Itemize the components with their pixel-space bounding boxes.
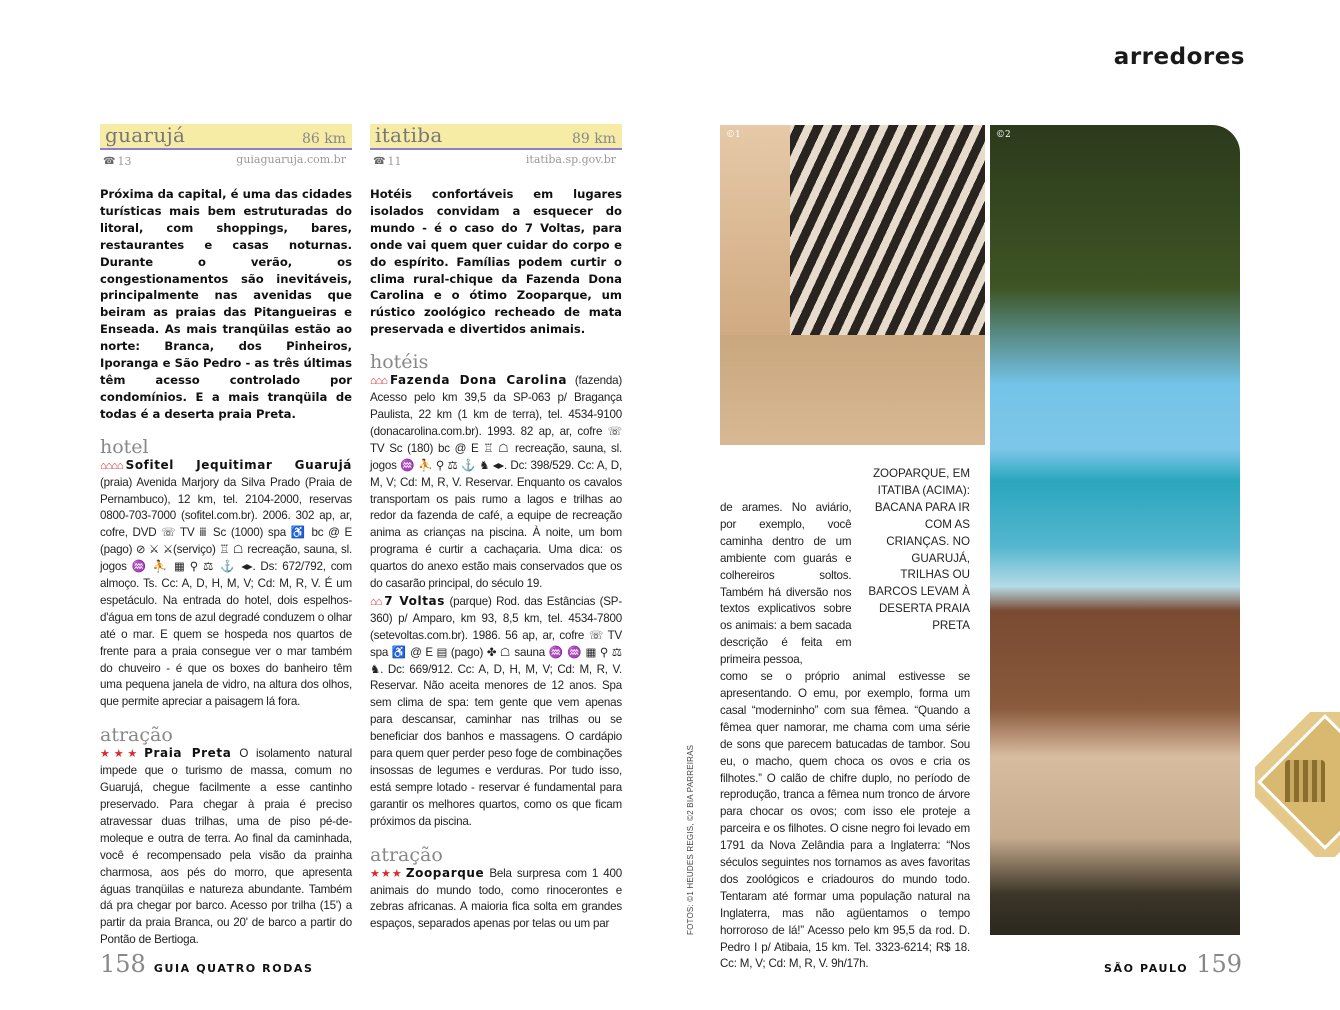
city-distance: 86 km xyxy=(301,131,346,147)
subhead-hotel: hotel xyxy=(100,435,149,458)
star-rating-icon: ★★★ xyxy=(370,867,403,880)
listing-text: (parque) Rod. das Estâncias (SP-360) p/ Amparo, km 93, 8,5 km, tel. 4534-7800 (setevoltas.com.br). 1986. 56 ap, ar, cofre ☏ TV spa ♿ @ E ▤ (pago) ✤ ☖ sauna ♒ ♒ ▦ ⚲ ⚖ ♞. Dc: 669/912. Cc: A, D, H, M, V; Cd: M, R, V. Reservar. Não aceita menores de 12 anos. Spa sem clima de spa: tem gente que vem apenas para descansar, caminhar nas trilhas ou se beneficiar dos banhos e massagens. O cardápio para quem quer perder peso foge de combinações insossas de legumes e verduras. Por tudo isso, está sempre lotado - reservar é fundamental para garantir os melhores quartos, como os que ficam próximos da piscina. xyxy=(370,594,622,828)
logo-buildings xyxy=(1285,760,1325,802)
listing-name: Fazenda Dona Carolina xyxy=(389,373,568,388)
city-header xyxy=(100,124,352,150)
zebra-photo xyxy=(720,125,985,445)
phone-icon: ☎ xyxy=(373,156,386,167)
listing-name: 7 Voltas xyxy=(384,593,445,608)
city-website[interactable]: itatiba.sp.gov.br xyxy=(525,153,616,166)
area-code-value: 11 xyxy=(387,155,402,168)
guaruja-column xyxy=(100,124,352,949)
listing-text: (fazenda) Acesso pelo km 39,5 da SP-063 p/ Bragança Paulista, 22 km (1 km de terra), tel. 4534-9100 (donacarolina.com.br). 1993. 82 ap, ar, cofre ☏ TV Sc (180) bc @ E ♖ ☖ recreação, sauna, sl. jogos ♒ ⛹ ⚲ ⚖ ⚓ ♞ ◂▸. Dc: 398/529. Cc: A, D, M, V; Cd: M, R, V. Reservar. Enquanto os cavalos transportam os pais rumo a lagos e trilhas ao redor da fazenda de café, a equipe de recreação anima as crianças na piscina. À noite, um bom programa é curtir a cachaçaria. Uma dica: os quartos do anexo estão mais conservados que os do casarão principal, do século 19. xyxy=(370,374,622,591)
area-code-value: 13 xyxy=(117,155,132,168)
listing-entry xyxy=(370,593,622,831)
area-code xyxy=(103,153,131,170)
house-rating-icon: ⌂⌂⌂ xyxy=(370,375,387,388)
section-title: arredores xyxy=(1113,44,1245,70)
city-name: guarujá xyxy=(105,123,186,147)
house-rating-icon: ⌂⌂⌂⌂ xyxy=(100,459,123,472)
listing-text: (praia) Avenida Marjory da Silva Prado (Praia de Pernambuco), 12 km, tel. 2104-2000, reservas 0800-703-7000 (sofitel.com.br). 2006. 302 ap, ar, cofre, DVD ☏ TV ⅲ Sc (1000) spa ♿ bc @ E (pago) ⊘ ⚔ ⚔(serviço) ♖ ☖ recreação, sauna, sl. jogos ♒ ⛹ ▦ ⚲ ⚖ ⚓ ◂▸. Ds: 672/792, com almoço. Ts. Cc: A, D, H, M, V; Cd: M, R, V. É um espetáculo. Na entrada do hotel, dois espelhos-d'água em tons de azul degradé conduzem o olhar até o mar. E quem se hospeda nos quartos de frente para a praia consegue ver o mar também do chuveiro - é que os boxes do banheiro têm uma pequena janela de vidro, na altura dos olhos, que permite apreciar a paisagem lá fora. xyxy=(100,475,352,709)
listing-text: O isolamento natural impede que o turismo de massa, comum no Guarujá, chegue facilmente a esse cantinho preservado. Para chegar à praia é preciso atravessar duas trilhas, uma de piso pé-de-moleque e outra de terra. Ao final da caminhada, você é recompensado pela visão da prainha charmosa, aos pés do morro, que apresenta águas tranqüilas e natureza abundante. Também dá pra chegar por barco. Acesso por trilha (15') a partir da praia Branca, ou 20' de barco a partir do Pontão de Bertioga. xyxy=(100,747,352,947)
listing-name: Sofitel Jequitimar Guarujá xyxy=(125,457,352,472)
house-rating-icon: ⌂⌂ xyxy=(370,595,382,608)
city-lead: Próxima da capital, é uma das cidades turísticas mais bem estruturadas do litoral, com shoppings, bares, restaurantes e casas noturnas. Durante o verão, os congestionamentos são inevitáveis, principalmente nas avenidas que beiram as praias das Pitangueiras e Enseada. As mais tranqüilas estão ao norte: Branca, dos Pinheiros, Iporanga e São Pedro - as três últimas têm acesso controlado por condomínios. E a mais tranqüila de todas é a deserta praia Preta. xyxy=(100,187,352,421)
area-code xyxy=(373,153,401,170)
city-name: itatiba xyxy=(375,123,443,147)
folio-label: SÃO PAULO xyxy=(1104,962,1189,975)
city-distance: 89 km xyxy=(571,131,616,147)
photo-label: ©1 xyxy=(726,130,741,140)
listing-text: Bela surpresa com 1 400 animais do mundo todo, como rinocerontes e zebras africanas. A maioria fica solta em grandes espaços, separados apenas por telas ou um par xyxy=(370,866,622,931)
folio-label: GUIA QUATRO RODAS xyxy=(153,962,314,975)
continued-column xyxy=(720,467,970,973)
listing-name: Praia Preta xyxy=(144,746,232,761)
subhead-attraction: atração xyxy=(100,724,173,747)
photo-ground xyxy=(720,335,985,445)
photo-caption: ZOOPARQUE, EM ITATIBA (ACIMA): BACANA PARA IR COM AS CRIANÇAS. NO GUARUJÁ, TRILHAS OU BARCOS LEVAM À DESERTA PRAIA PRETA xyxy=(868,467,970,633)
subhead-hotels: hotéis xyxy=(370,351,429,374)
listing-name: Zooparque xyxy=(405,865,485,880)
phone-icon: ☎ xyxy=(103,156,116,167)
subhead-attraction: atração xyxy=(370,843,443,866)
beach-photo xyxy=(990,125,1240,935)
listing-entry xyxy=(370,372,622,593)
continued-top xyxy=(720,467,970,669)
city-meta xyxy=(100,150,352,170)
page-number: 158 xyxy=(100,950,146,978)
folio-right xyxy=(1104,950,1242,978)
star-rating-icon: ★★★ xyxy=(100,748,142,761)
city-lead: Hotéis confortáveis em lugares isolados convidam a esquecer do mundo - é o caso do 7 Voltas, para onde vai quem quer cuidar do corpo e do espírito. Famílias podem curtir o clima rural-chique da Fazenda Dona Carolina e o ótimo Zooparque, um rústico zoológico recheado de mata preservada e divertidos animais. xyxy=(370,187,622,337)
itatiba-column xyxy=(370,124,622,933)
listing-entry xyxy=(370,865,622,934)
city-meta xyxy=(370,150,622,170)
page-number: 159 xyxy=(1196,950,1242,978)
photo-label: ©2 xyxy=(996,130,1011,140)
photo-credit: FOTOS: ©1 HEUDES REGIS, ©2 BIA PARREIRAS xyxy=(686,744,695,935)
folio-left xyxy=(100,950,314,978)
continued-text: como se o próprio animal estivesse se apresentando. O emu, por exemplo, forma um casal “moderninho” com sua fêmea. “Quando a fêmea quer namorar, me chama com uma série de sons que parecem batucadas de tambor. Sou eu, o macho, quem choca os ovos e cria os filhotes.” O calão de chifre duplo, no período de reprodução, tranca a fêmea num tronco de árvore para chocar os ovos; com isso ele proteje a parceira e os filhotes. O cisne negro foi levado em 1791 da Nova Zelândia para a Inglaterra: “Nos séculos seguintes nos tornamos as aves favoritas dos zoológicos e criadouros do mundo todo. Tentaram até formar uma população natural na Inglaterra, mas não agüentamos o tempo horroroso de lá!” Acesso pelo km 95,5 da rod. D. Pedro I p/ Atibaia, 15 km. Tel. 3323-6214; R$ 18. Cc: M, V; Cd: M, R, V. 9h/17h. xyxy=(720,670,970,971)
listing-entry xyxy=(100,457,352,712)
guide-logo-icon xyxy=(1255,712,1340,857)
city-header xyxy=(370,124,622,150)
city-website[interactable]: guiaguaruja.com.br xyxy=(236,153,346,166)
listing-entry xyxy=(100,745,352,949)
continued-text-short: de arames. No aviário, por exemplo, você caminha dentro de um ambiente com guarás e colhereiros soltos. Também há diversão nos textos explicativos sobre os animais: a bem sacada descrição é feita em primeira pessoa, xyxy=(720,501,852,667)
